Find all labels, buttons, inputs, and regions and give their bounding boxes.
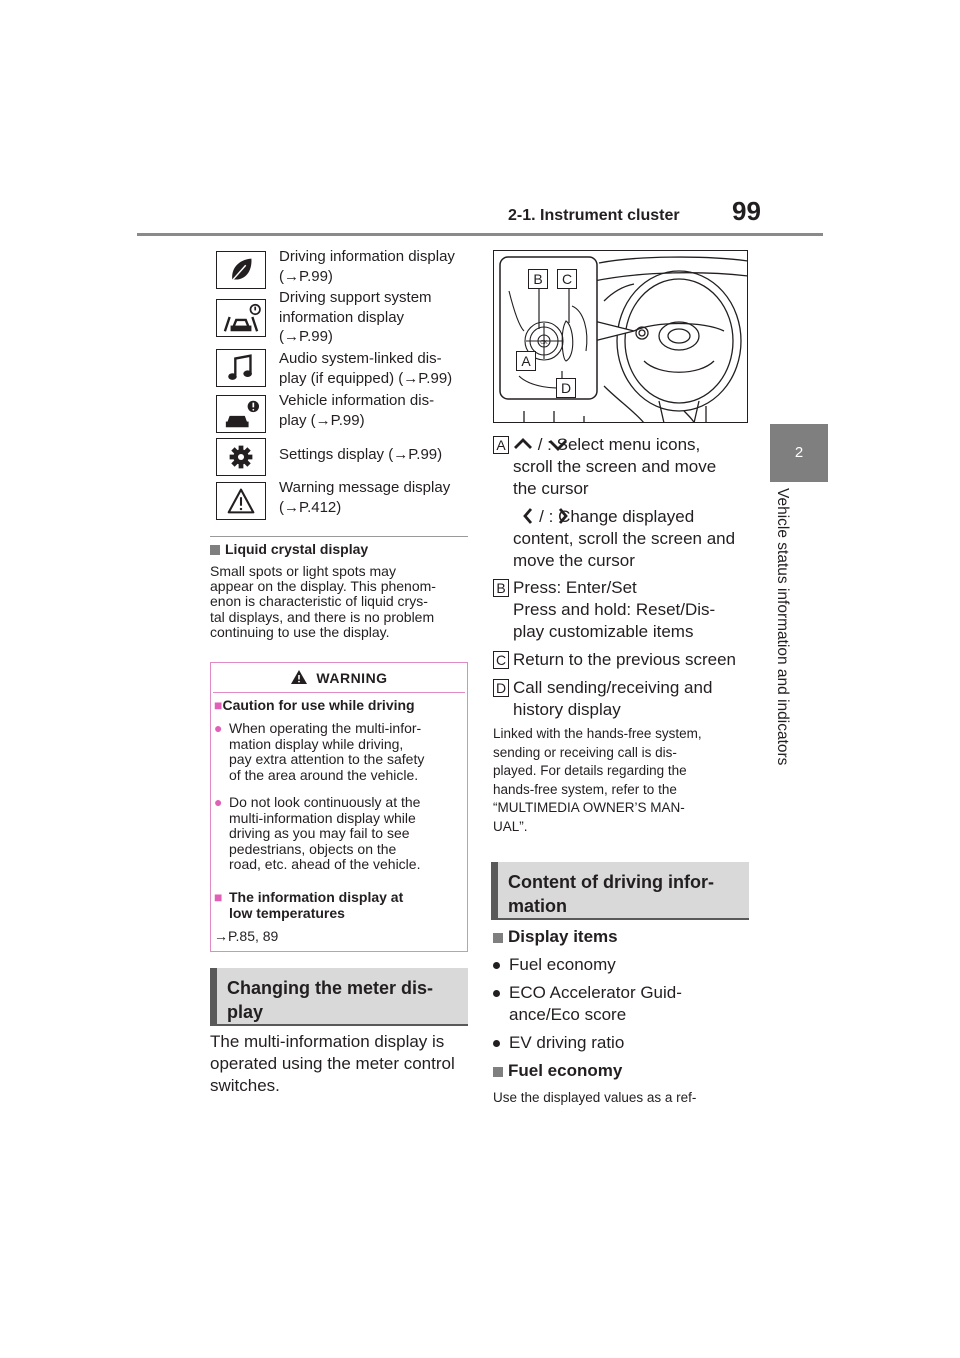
steering-wheel-diagram xyxy=(493,250,748,423)
label-c: C xyxy=(493,651,509,669)
control-d-text: Call sending/receiving and history display xyxy=(513,678,713,719)
svg-text:OK: OK xyxy=(540,340,548,346)
warning-bullet: ● Do not look continuously at the multi-information display while driving as you may fail to see pedestrians, objects on the road, etc. ahead of the vehicle. xyxy=(214,794,421,872)
driving-info-heading: Content of driving infor- mation xyxy=(491,862,749,918)
fuel-economy-text: Use the displayed values as a ref- xyxy=(493,1090,697,1105)
vehicle-info-icon xyxy=(216,395,266,433)
lcd-heading: Liquid crystal display xyxy=(210,541,368,557)
icon-row-text: Settings display (→P.99) xyxy=(279,446,443,463)
changing-display-text: The multi-information display is operated using the meter control switches. xyxy=(210,1032,455,1095)
header-rule xyxy=(137,233,823,236)
low-temp-ref: →P.85, 89 xyxy=(214,928,279,944)
chevron-right-icon xyxy=(557,507,569,525)
heading-underline xyxy=(491,918,749,920)
section-divider xyxy=(210,536,468,537)
heading-underline xyxy=(210,1024,468,1026)
list-item: ECO Accelerator Guid- xyxy=(493,982,682,1004)
display-items-heading: Display items xyxy=(493,926,618,948)
control-b-text: Press: Enter/Set Press and hold: Reset/Dis- play customizable items xyxy=(513,578,716,641)
hands-free-note: Linked with the hands-free system, sending or receiving call is dis- played. For details regarding the hands-free system, refer to the “MULTIMEDIA OWNER’S MAN- UAL”. xyxy=(493,726,702,834)
music-note-icon xyxy=(216,349,266,387)
icon-row-text: Driving support system information display (→P.99) xyxy=(279,289,432,345)
icon-row-text: Audio system-linked dis- play (if equipped) (→P.99) xyxy=(279,350,453,387)
caution-heading: ■Caution for use while driving xyxy=(214,697,415,713)
warning-triangle-icon xyxy=(290,669,308,685)
icon-row-text: Warning message display (→P.412) xyxy=(279,479,451,516)
driving-support-icon xyxy=(216,299,266,337)
chevron-down-icon xyxy=(548,438,568,452)
warning-title: WARNING xyxy=(211,669,467,686)
diagram-label-d: D xyxy=(556,378,576,398)
list-item: EV driving ratio xyxy=(493,1032,624,1054)
page-number: 99 xyxy=(732,196,761,226)
warning-triangle-icon xyxy=(216,482,266,520)
label-b: B xyxy=(493,579,509,597)
chevron-left-icon xyxy=(522,507,534,525)
warning-box xyxy=(210,662,468,952)
control-c-text: Return to the previous screen xyxy=(513,650,737,669)
section-title: 2-1. Instrument cluster xyxy=(508,207,680,224)
icon-row-text: Vehicle information dis- play (→P.99) xyxy=(279,392,435,429)
diagram-label-b: B xyxy=(528,269,548,289)
list-item: Fuel economy xyxy=(493,954,616,976)
lcd-paragraph: Small spots or light spots may appear on the display. This phenom- enon is characteristic of liquid crys- tal displays, and there is no problem continuing to use the display. xyxy=(210,563,436,640)
diagram-label-c: C xyxy=(557,269,577,289)
control-a-text: / : Select menu icons, scroll the screen and move the cursor / : Change displayed content, scroll the screen and move the cursor xyxy=(513,435,736,570)
chapter-tab: 2 xyxy=(770,424,828,482)
diagram-label-a: A xyxy=(516,351,536,371)
warning-rule xyxy=(213,692,465,693)
low-temp-heading: ■ The information display at low temperatures xyxy=(214,889,404,921)
label-a: A xyxy=(493,436,509,454)
list-item-continuation: ance/Eco score xyxy=(509,1005,627,1024)
chevron-up-icon xyxy=(513,437,533,451)
gear-icon xyxy=(216,438,266,476)
icon-row-text: Driving information display (→P.99) xyxy=(279,248,455,285)
fuel-economy-heading: Fuel economy xyxy=(493,1060,622,1082)
changing-display-heading: Changing the meter dis- play xyxy=(210,968,468,1024)
leaf-icon xyxy=(216,251,266,289)
chapter-tab-label: Vehicle status information and indicators xyxy=(774,488,791,766)
label-d: D xyxy=(493,679,509,697)
warning-bullet: ● When operating the multi-infor- mation display while driving, pay extra attention to the safety of the area around the vehicle. xyxy=(214,720,425,783)
